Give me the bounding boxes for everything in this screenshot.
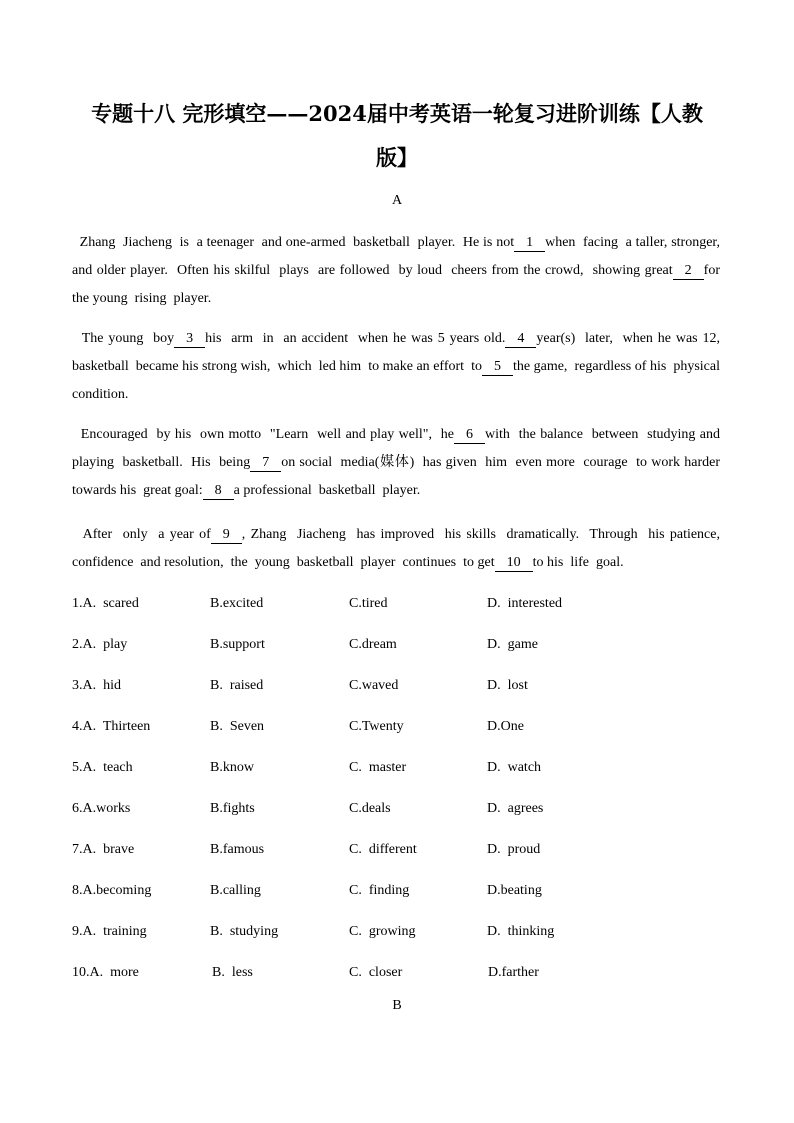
blank-1: 1 bbox=[514, 235, 545, 252]
question-row bbox=[72, 801, 732, 821]
question-row bbox=[72, 924, 732, 944]
paragraph-text: the game, regardless of his physical condition. bbox=[72, 359, 727, 402]
question-option: D. thinking bbox=[487, 924, 555, 939]
paragraph-2 bbox=[72, 325, 727, 409]
question-option: 5.A. teach bbox=[72, 760, 133, 775]
question-option: D. watch bbox=[487, 760, 542, 775]
question-option: D. lost bbox=[487, 678, 528, 693]
question-option: B. studying bbox=[210, 924, 279, 939]
question-option: C.tired bbox=[349, 596, 388, 611]
question-option: B.famous bbox=[210, 842, 265, 857]
paragraph-text: , Zhang Jiacheng has improved his skills dramatically. Through his patience, confidence and resolution, the young basketball player continues to get bbox=[72, 527, 724, 570]
paragraph-text: After only a year of bbox=[72, 527, 211, 542]
blank-7: 7 bbox=[250, 455, 281, 472]
blank-6: 6 bbox=[454, 427, 485, 444]
paragraph-text: with the balance between studying and playing basketball. His being bbox=[72, 427, 724, 470]
question-row bbox=[72, 883, 732, 903]
question-option: C.Twenty bbox=[349, 719, 404, 734]
question-option: C. closer bbox=[349, 965, 403, 980]
question-option: B. less bbox=[212, 965, 253, 980]
question-option: C.dream bbox=[349, 637, 397, 652]
paragraph-text: The young boy bbox=[72, 331, 175, 346]
blank-3: 3 bbox=[174, 331, 205, 348]
paragraph-3 bbox=[72, 421, 724, 505]
question-option: C. growing bbox=[349, 924, 416, 939]
page-title: 专题十八 完形填空——2024届中考英语一轮复习进阶训练【人教版】 bbox=[91, 101, 703, 170]
paragraph-text: a professional basketball player. bbox=[233, 483, 421, 498]
question-option: C. master bbox=[349, 760, 407, 775]
question-option: D. agrees bbox=[487, 801, 544, 816]
question-row bbox=[72, 596, 732, 616]
question-row bbox=[72, 637, 732, 657]
question-row bbox=[72, 965, 732, 985]
question-option: 3.A. hid bbox=[72, 678, 121, 693]
question-option: D. game bbox=[487, 637, 538, 652]
question-option: B.support bbox=[210, 637, 265, 652]
question-option: C. finding bbox=[349, 883, 410, 898]
section-heading-a: A bbox=[391, 193, 403, 208]
question-option: 7.A. brave bbox=[72, 842, 135, 857]
blank-4: 4 bbox=[505, 331, 536, 348]
paragraph-text: his arm in an accident when he was 5 years old. bbox=[205, 331, 506, 346]
blank-8: 8 bbox=[203, 483, 234, 500]
question-option: D.One bbox=[487, 719, 524, 734]
question-option: C.deals bbox=[349, 801, 391, 816]
question-option: D.farther bbox=[488, 965, 539, 980]
question-option: C. different bbox=[349, 842, 417, 857]
question-option: 2.A. play bbox=[72, 637, 128, 652]
blank-9: 9 bbox=[211, 527, 242, 544]
question-option: D. proud bbox=[487, 842, 541, 857]
question-option: 6.A.works bbox=[72, 801, 131, 816]
paragraph-text: on social media(媒体) has given him even more courage to work harder towards his great goal: bbox=[72, 455, 724, 498]
question-option: 1.A. scared bbox=[72, 596, 139, 611]
question-option: B. raised bbox=[210, 678, 264, 693]
question-option: 10.A. more bbox=[72, 965, 139, 980]
paragraph-text: to his life goal. bbox=[532, 555, 624, 570]
question-option: B.calling bbox=[210, 883, 261, 898]
question-option: B.fights bbox=[210, 801, 255, 816]
question-option: D.beating bbox=[487, 883, 542, 898]
question-option: D. interested bbox=[487, 596, 563, 611]
question-option: 4.A. Thirteen bbox=[72, 719, 151, 734]
question-option: C.waved bbox=[349, 678, 399, 693]
question-row bbox=[72, 719, 732, 739]
section-heading-b: B bbox=[392, 998, 402, 1013]
blank-5: 5 bbox=[482, 359, 513, 376]
question-option: B.excited bbox=[210, 596, 264, 611]
paragraph-text: Encouraged by his own motto "Learn well and play well", he bbox=[72, 427, 455, 442]
paragraph-1 bbox=[72, 229, 728, 313]
question-row bbox=[72, 842, 732, 862]
question-row bbox=[72, 760, 732, 780]
question-row bbox=[72, 678, 732, 698]
paragraph-text: when facing a taller, stronger, and older player. Often his skilful plays are followed by loud cheers from the crowd, showing great bbox=[72, 235, 728, 278]
question-option: B. Seven bbox=[210, 719, 265, 734]
blank-10: 10 bbox=[495, 555, 533, 572]
paragraph-4 bbox=[72, 521, 724, 577]
paragraph-text: Zhang Jiacheng is a teenager and one-armed basketball player. He is not bbox=[72, 235, 515, 250]
question-option: B.know bbox=[210, 760, 254, 775]
question-option: 9.A. training bbox=[72, 924, 147, 939]
question-option: 8.A.becoming bbox=[72, 883, 152, 898]
blank-2: 2 bbox=[673, 263, 704, 280]
paragraph-text: for the young rising player. bbox=[72, 263, 727, 306]
paragraph-text: year(s) later, when he was 12, basketball became his strong wish, which led him to make an effort to bbox=[72, 331, 724, 374]
